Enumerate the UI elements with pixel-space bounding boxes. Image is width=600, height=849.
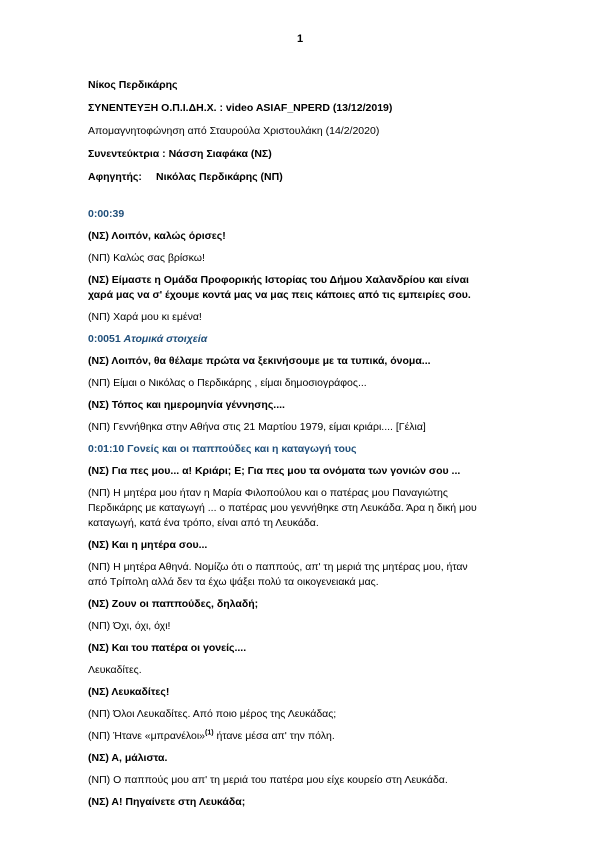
narrator-answer: (ΝΠ) Χαρά μου κι εμένα! <box>88 311 202 323</box>
interviewer-question: (ΝΣ) Λοιπόν, θα θέλαμε πρώτα να ξεκινήσουμε με τα τυπικά, όνομα... <box>88 355 431 367</box>
interviewer-question: (ΝΣ) Και του πατέρα οι γονείς.... <box>88 642 247 654</box>
narrator-answer: (ΝΠ) Είμαι ο Νικόλας ο Περδικάρης , είμαι δημοσιογράφος... <box>88 377 367 389</box>
timestamp-heading: 0:00:39 <box>88 208 125 220</box>
interviewer-question: (ΝΣ) Είμαστε η Ομάδα Προφορικής Ιστορίας του Δήμου Χαλανδρίου και είναι χαρά μας να σ' έχουμε κοντά μας να μας πεις κάποιες από τις εμπειρίες σου. <box>88 274 471 301</box>
document-body <box>88 78 518 817</box>
interviewer-question: (ΝΣ) Και η μητέρα σου... <box>88 539 208 551</box>
section-title: Ατομικά στοιχεία <box>123 333 208 345</box>
narrator-answer: (ΝΠ) Καλώς σας βρίσκω! <box>88 252 205 264</box>
interviewer-question: (ΝΣ) Για πες μου... α! Κριάρι; Ε; Για πες μου τα ονόματα των γονιών σου ... <box>88 465 461 477</box>
narrator-label: Αφηγητής: <box>88 171 142 183</box>
interviewer-question: (ΝΣ) Λοιπόν, καλώς όρισες! <box>88 230 226 242</box>
interviewer-question: (ΝΣ) Α! Πηγαίνετε στη Λευκάδα; <box>88 796 246 808</box>
interviewer-question: (ΝΣ) Α, μάλιστα. <box>88 752 168 764</box>
section-heading: 0:01:10 Γονείς και οι παππούδες και η καταγωγή τους <box>88 443 357 455</box>
narrator-value: Νικόλας Περδικάρης (ΝΠ) <box>156 171 283 183</box>
narrator-answer: (ΝΠ) Ο παππούς μου απ' τη μεριά του πατέρα μου είχε κουρείο στη Λευκάδα. <box>88 774 448 786</box>
page-number: 1 <box>296 33 304 45</box>
narrator-name-heading: Νίκος Περδικάρης <box>88 79 178 91</box>
interviewer-question: (ΝΣ) Λευκαδίτες! <box>88 686 170 698</box>
interview-title: ΣΥΝΕΝΤΕΥΞΗ Ο.Π.Ι.ΔΗ.Χ. : video ASIAF_NPERD (13/12/2019) <box>88 102 393 114</box>
narrator-line <box>88 170 518 185</box>
interviewer-line: Συνεντεύκτρια : Νάσση Σιαφάκα (ΝΣ) <box>88 148 272 160</box>
narrator-answer: (ΝΠ) Όχι, όχι, όχι! <box>88 620 171 632</box>
footnote-marker[interactable]: (1) <box>205 729 214 737</box>
narrator-answer: (ΝΠ) Η μητέρα Αθηνά. Νομίζω ότι ο παππούς, απ' τη μεριά της μητέρας μου, ήταν από Τρίπολη αλλά δεν τα έχω ψάξει πολύ τα οικογενειακά μας. <box>88 561 468 588</box>
narrator-answer: (ΝΠ) Η μητέρα μου ήταν η Μαρία Φιλοπούλου και ο πατέρας μου Παναγιώτης Περδικάρης με καταγωγή ... ο πατέρας μου γεννήθηκε στη Λευκάδα. Άρα η δική μου καταγωγή, κατά ένα τρόπο, είναι από τη Λευκάδα. <box>88 487 477 529</box>
interviewer-question: (ΝΣ) Τόπος και ημερομηνία γέννησης.... <box>88 399 285 411</box>
narrator-answer: (ΝΠ) Όλοι Λευκαδίτες. Από ποιο μέρος της Λευκάδας; <box>88 708 337 720</box>
section-time: 0:0051 <box>88 333 121 345</box>
narrator-answer: (ΝΠ) Ήτανε «μπρανέλοι»$^{(1)}$ ήτανε μέσα απ' την πόλη. <box>88 729 335 742</box>
narrator-answer: (ΝΠ) Γεννήθηκα στην Αθήνα στις 21 Μαρτίου 1979, είμαι κριάρι.... [Γέλια] <box>88 421 426 433</box>
interviewer-question: (ΝΣ) Ζουν οι παππούδες, δηλαδή; <box>88 598 259 610</box>
narrator-answer: Λευκαδίτες. <box>88 664 142 676</box>
transcription-credit: Απομαγνητοφώνηση από Σταυρούλα Χριστουλάκη (14/2/2020) <box>88 125 380 137</box>
section-heading <box>88 332 518 347</box>
